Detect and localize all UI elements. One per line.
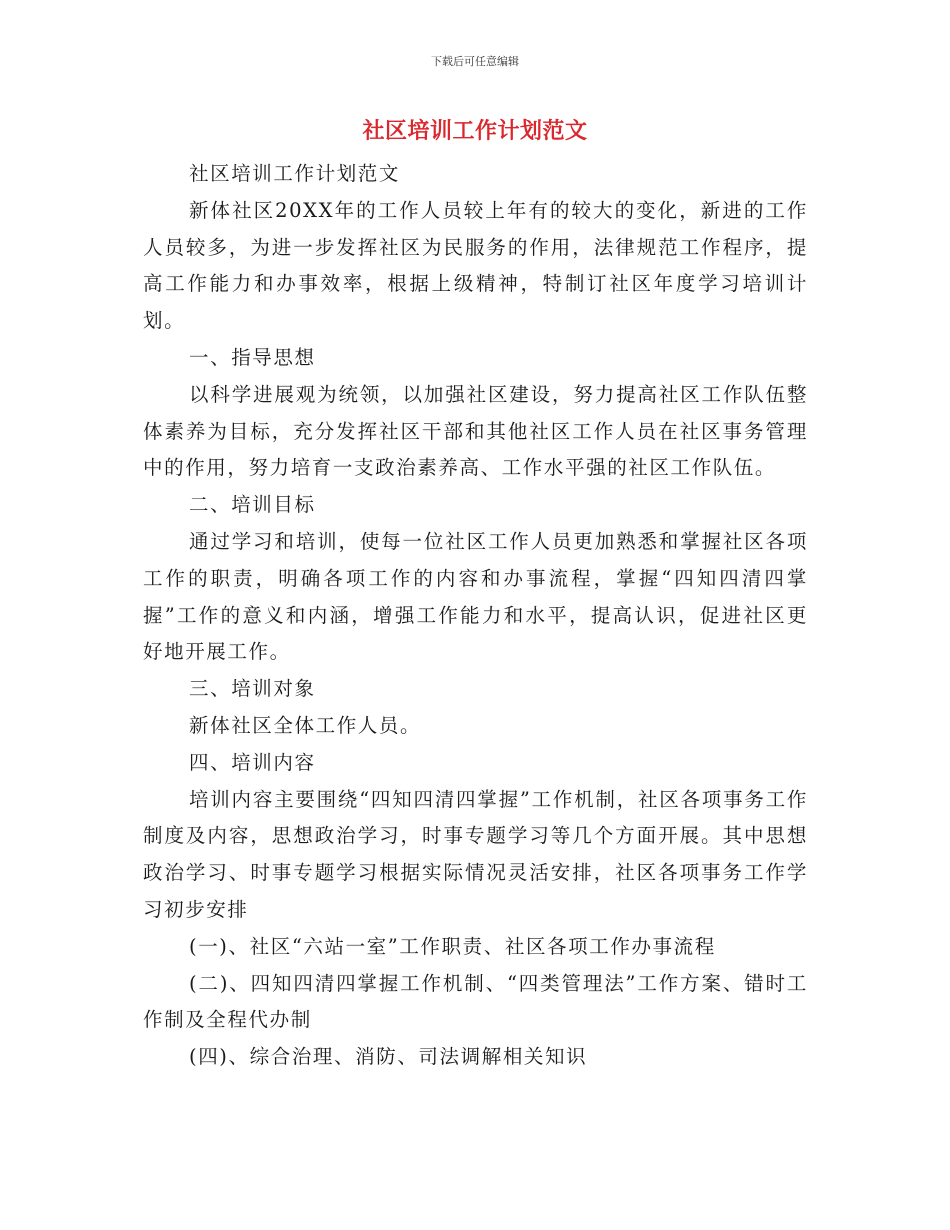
list-item-2: (二)、四知四清四掌握工作机制、“四类管理法”工作方案、错时工作制及全程代办制 (143, 971, 808, 1032)
header-note: 下载后可任意编辑 (431, 55, 519, 68)
section-heading-training-targets: 三、培训对象 (189, 677, 316, 701)
paragraph-training-goals: 通过学习和培训，使每一位社区工作人员更加熟悉和掌握社区各项工作的职责，明确各项工作的内容和办事流程，掌握“四知四清四掌握”工作的意义和内涵，增强工作能力和水平，提高认识，促进社区更好地开展工作。 (143, 529, 808, 664)
section-heading-training-content: 四、培训内容 (189, 750, 316, 774)
document-body (143, 156, 808, 1076)
paragraph-subtitle: 社区培训工作计划范文 (189, 162, 401, 185)
document-title: 社区培训工作计划范文 (362, 118, 588, 144)
paragraph-training-targets: 新体社区全体工作人员。 (189, 713, 422, 737)
paragraph-intro: 新体社区20XX年的工作人员较上年有的较大的变化，新进的工作人员较多，为进一步发挥社区为民服务的作用，法律规范工作程序，提高工作能力和办事效率，根据上级精神，特制订社区年度学习培训计划。 (143, 198, 808, 333)
paragraph-training-content: 培训内容主要围绕“四知四清四掌握”工作机制，社区各项事务工作制度及内容，思想政治学习，时事专题学习等几个方面开展。其中思想政治学习、时事专题学习根据实际情况灵活安排，社区各项事务工作学习初步安排 (143, 787, 808, 921)
list-item-1: (一)、社区“六站一室”工作职责、社区各项工作办事流程 (189, 934, 716, 958)
section-heading-training-goals: 二、培训目标 (189, 493, 316, 517)
section-heading-guiding-ideology: 一、指导思想 (189, 345, 316, 369)
list-item-4: (四)、综合治理、消防、司法调解相关知识 (189, 1045, 588, 1069)
paragraph-guiding-ideology: 以科学进展观为统领，以加强社区建设，努力提高社区工作队伍整体素养为目标，充分发挥社区干部和其他社区工作人员在社区事务管理中的作用，努力培育一支政治素养高、工作水平强的社区工作队伍。 (143, 382, 808, 480)
